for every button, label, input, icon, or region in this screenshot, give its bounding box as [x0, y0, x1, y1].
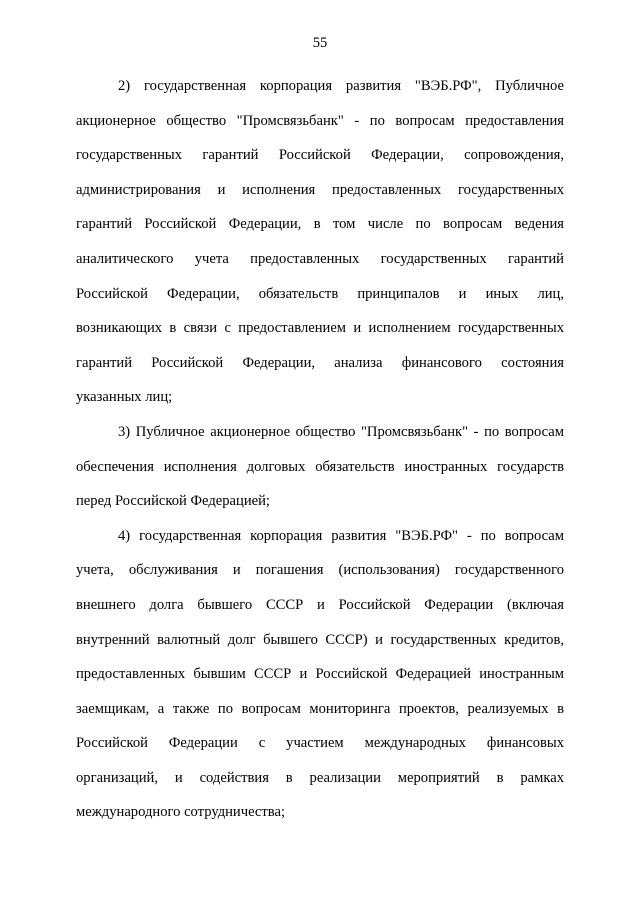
paragraph-line: гарантий Российской Федерации, в том числе по вопросам ведения [76, 216, 564, 233]
paragraph-line: 3) Публичное акционерное общество "Промсвязьбанк" - по вопросам [118, 423, 564, 440]
paragraph-line: организаций, и содействия в реализации мероприятий в рамках [76, 769, 564, 786]
paragraph-line: Российской Федерации, обязательств принципалов и иных лиц, [76, 285, 564, 302]
paragraph-line: указанных лиц; [76, 389, 173, 406]
paragraph-item-4 [76, 519, 564, 830]
paragraph-line: международного сотрудничества; [76, 804, 286, 821]
paragraph-line: внутренний валютный долг бывшего СССР) и государственных кредитов, [76, 631, 564, 648]
paragraph-item-3 [76, 415, 564, 519]
paragraph-line: предоставленных бывшим СССР и Российской Федерацией иностранным [76, 666, 564, 683]
page-number: 55 [312, 35, 328, 51]
paragraph-line: гарантий Российской Федерации, анализа финансового состояния [76, 354, 564, 371]
paragraph-line: возникающих в связи с предоставлением и исполнением государственных [76, 320, 564, 337]
document-body [76, 69, 564, 830]
paragraph-line: обеспечения исполнения долговых обязательств иностранных государств [76, 458, 564, 475]
paragraph-line: учета, обслуживания и погашения (использования) государственного [76, 562, 564, 579]
paragraph-line: акционерное общество "Промсвязьбанк" - по вопросам предоставления [76, 112, 564, 129]
paragraph-line: перед Российской Федерацией; [76, 493, 270, 510]
paragraph-line: Российской Федерации с участием международных финансовых [76, 735, 564, 752]
paragraph-line: аналитического учета предоставленных государственных гарантий [76, 250, 564, 267]
paragraph-line: администрирования и исполнения предоставленных государственных [76, 181, 564, 198]
paragraph-line: 2) государственная корпорация развития "ВЭБ.РФ", Публичное [118, 78, 564, 94]
paragraph-line: государственных гарантий Российской Федерации, сопровождения, [76, 147, 564, 164]
paragraph-line: 4) государственная корпорация развития "ВЭБ.РФ" - по вопросам [118, 527, 564, 544]
paragraph-item-2 [76, 69, 564, 415]
paragraph-line: заемщикам, а также по вопросам мониторинга проектов, реализуемых в [76, 700, 564, 717]
paragraph-line: внешнего долга бывшего СССР и Российской Федерации (включая [76, 596, 564, 613]
